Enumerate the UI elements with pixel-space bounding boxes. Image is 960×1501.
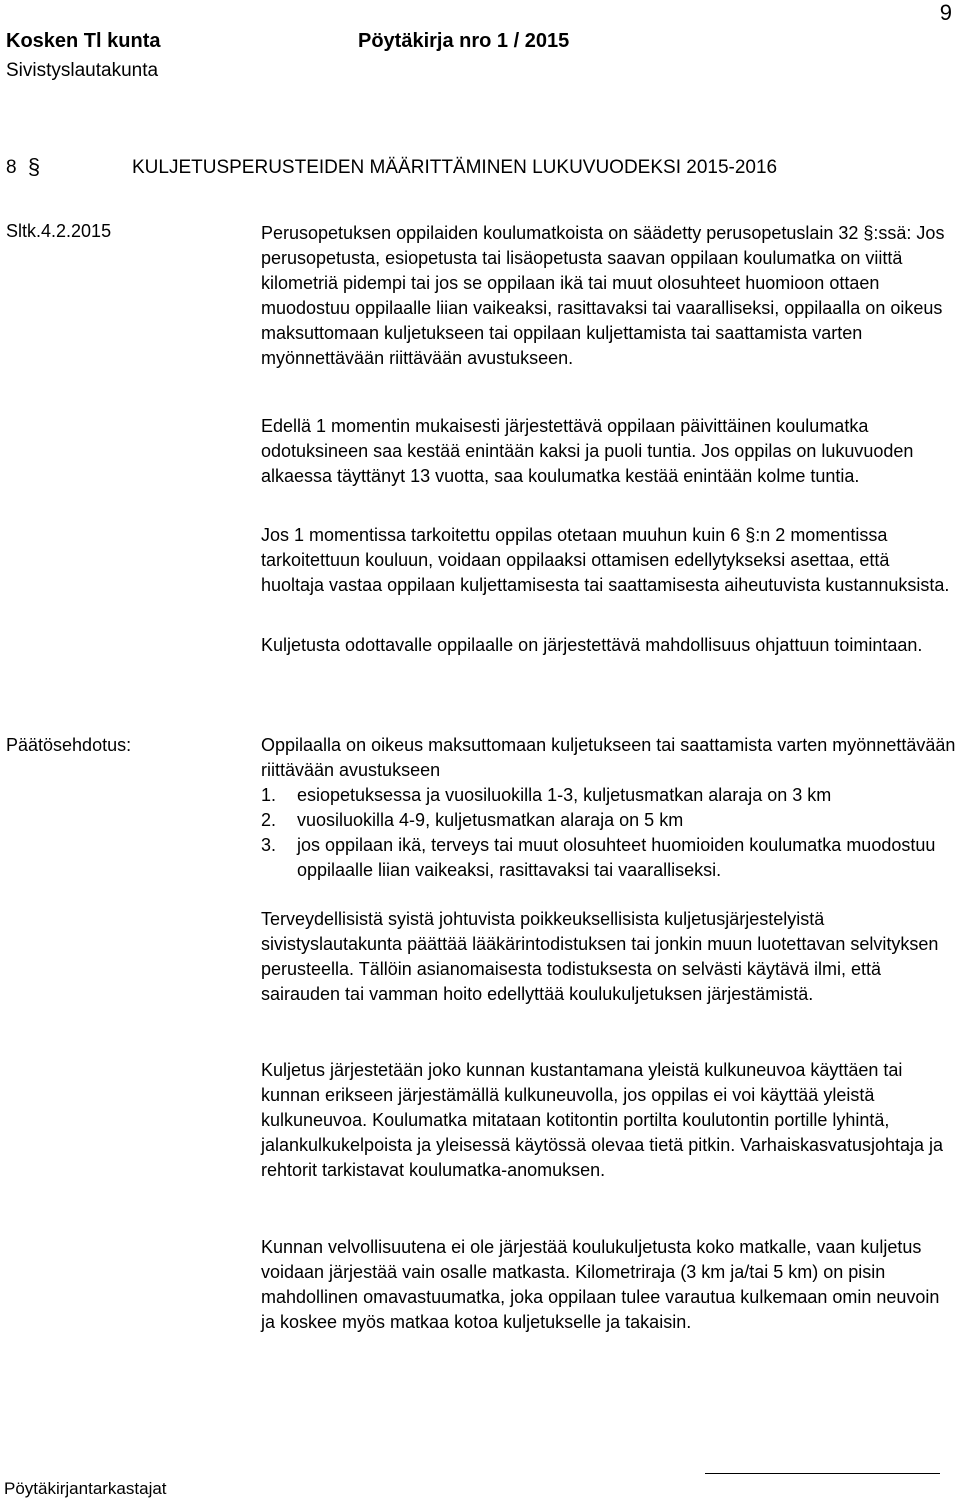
page-number: 9: [939, 0, 952, 25]
intro-paragraph: Perusopetuksen oppilaiden koulumatkoista on säädetty perusopetuslain 32 §:ssä: Jos perusopetusta, esiopetusta tai lisäopetusta saavan oppilaan koulumatka on viittä kilometriä pidempi tai jos se oppilaan ikä tai muut olosuhteet huomioon ottaen muodostuu oppilaalle liian vaikeaksi, rasittavaksi tai vaaralliseksi, oppilaalla on oikeus maksuttomaan kuljetukseen tai oppilaan kuljettamista tai saattamista varten myönnettävään riittävään avustukseen.: [261, 223, 945, 368]
list-item-number: 1.: [261, 785, 277, 805]
list-item: [261, 783, 956, 808]
list-item-number: 3.: [261, 835, 277, 855]
decision-proposal-label: Päätösehdotus:: [6, 735, 132, 755]
municipal-responsibility-paragraph: Kunnan velvollisuutena ei ole järjestää koulukuljetusta koko matkalle, vaan kuljetus voidaan järjestää vain osalle matkasta. Kilometriraja (3 km ja/tai 5 km) on pisin mahdollinen omavastuumatka, joka oppilaan tulee varautua kulkemaan omin neuvoin ja koskee myös matkaa kotoa kuljetukselle ja takaisin.: [261, 1237, 940, 1332]
section-number: 8: [6, 157, 17, 178]
board-name: Sivistyslautakunta: [6, 60, 159, 81]
signature-line: [705, 1473, 940, 1474]
municipality-name: Kosken Tl kunta: [6, 30, 161, 52]
list-item: [261, 808, 956, 833]
list-item-text: jos oppilaan ikä, terveys tai muut olosuhteet huomioiden koulumatka muodostuu oppilaalle liian vaikeaksi, rasittavaksi tai vaaralliseksi.: [297, 835, 936, 880]
health-exception-paragraph: Terveydellisistä syistä johtuvista poikkeuksellisista kuljetusjärjestelyistä sivistyslautakunta päättää lääkärintodistuksen tai jonkin muun luotettavan selvityksen perusteella. Tällöin asianomaisesta todistuksesta on selvästi käytävä ilmi, että sairauden tai vamman hoito edellyttää koulukuljetuksen järjestämistä.: [261, 909, 939, 1004]
transport-arrangement-paragraph: Kuljetus järjestetään joko kunnan kustantamana yleistä kulkuneuvoa käyttäen tai kunnan erikseen järjestämällä kulkuneuvolla, jos oppilas ei voi käyttää yleistä kulkuneuvoa. Koulumatka mitataan kotitontin portilta koulutontin portille lyhintä, jalankulkukelpoista ja yleisessä käytössä olevaa tietä pitkin. Varhaiskasvatusjohtaja ja rehtorit tarkistavat koulumatka-anomuksen.: [261, 1060, 944, 1180]
decision-list: [261, 783, 956, 883]
list-item-text: vuosiluokilla 4-9, kuljetusmatkan alaraja on 5 km: [297, 810, 684, 830]
travel-time-paragraph: Edellä 1 momentin mukaisesti järjestettävä oppilaan päivittäinen koulumatka odotuksineen saa kestää enintään kaksi ja puoli tuntia. Jos oppilas on lukuvuoden alkaessa täyttänyt 13 vuotta, saa koulumatka kestää enintään kolme tuntia.: [261, 416, 914, 486]
list-item-text: esiopetuksessa ja vuosiluokilla 1-3, kuljetusmatkan alaraja on 3 km: [297, 785, 832, 805]
waiting-activity-paragraph: Kuljetusta odottavalle oppilaalle on järjestettävä mahdollisuus ohjattuun toimintaan.: [261, 635, 923, 655]
case-reference: Sltk.4.2.2015: [6, 221, 112, 241]
minutes-checkers-label: Pöytäkirjantarkastajat: [4, 1479, 167, 1498]
minutes-number: Pöytäkirja nro 1 / 2015: [358, 30, 570, 52]
section-sign-icon: §: [27, 154, 41, 179]
other-school-paragraph: Jos 1 momentissa tarkoitettu oppilas otetaan muuhun kuin 6 §:n 2 momentissa tarkoitettuun kouluun, voidaan oppilaaksi ottamisen edellytykseksi asettaa, että huoltaja vastaa oppilaan kuljettamisesta tai saattamisesta aiheutuvista kustannuksista.: [261, 525, 950, 595]
list-item-number: 2.: [261, 810, 277, 830]
decision-intro: Oppilaalla on oikeus maksuttomaan kuljetukseen tai saattamista varten myönnettävään riittävään avustukseen: [261, 735, 956, 780]
section-title: KULJETUSPERUSTEIDEN MÄÄRITTÄMINEN LUKUVUODEKSI 2015-2016: [132, 157, 778, 178]
list-item: [261, 833, 956, 883]
